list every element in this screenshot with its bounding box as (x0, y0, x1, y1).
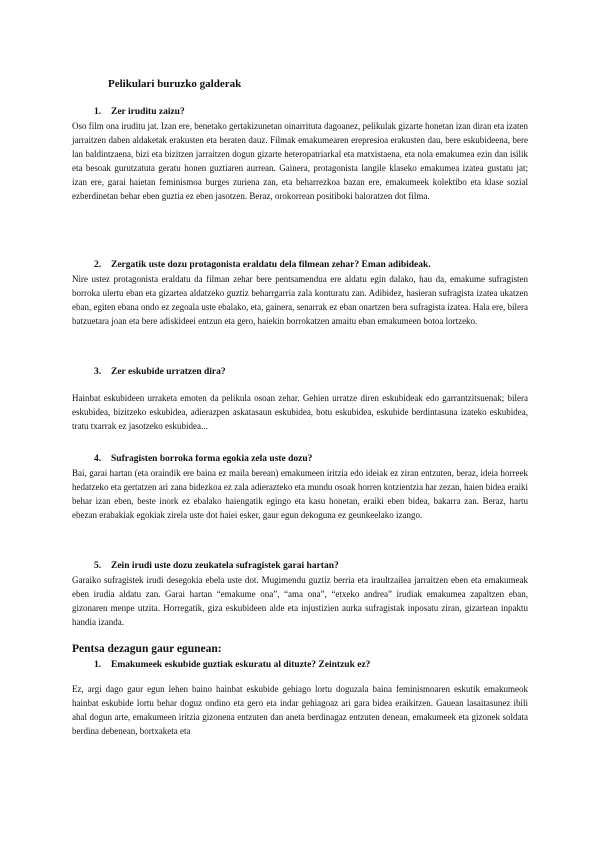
document-title: Pelikulari buruzko galderak (108, 78, 242, 90)
question-number: 1. (94, 660, 102, 670)
section2-question-1 (72, 659, 528, 739)
question-4 (72, 453, 528, 523)
question-answer: Garaiko sufragistek irudi desegokia ebela uste dot. Mugimendu guztiz berria eta iraultzailea jarraitzen eben eta emakumeak eben irudia aldatu zan. Garai hartan “emakume ona”, “ama ona”, “etxeko andrea” irudiak emakumea zapaltzen eban, gizonaren menpe utzita. Horregatik, giza eskubideen alde eta injustizien aurka sufragistak inposatu ziran, gizartean inpaktu handia izanda. (72, 575, 528, 627)
question-number: 1. (94, 107, 102, 117)
question-1 (72, 106, 528, 203)
question-number: 2. (94, 260, 102, 270)
question-3 (72, 366, 528, 434)
section-title: Pentsa dezagun gaur egunean: (72, 643, 222, 655)
question-5 (72, 560, 528, 630)
question-answer: Oso film ona iruditu jat. Izan ere, benetako gertakizunetan oinarrituta dagoanez, pelikulak gizarte honetan izan diran eta izaten jarraitzen daben aldaketak erakusten eta beraten dauz. Filmak emakumearen erepresioa erakusten dau, bere eskubideena, bere lan baldintzaena, bizi eta bizitzen jarraitzen dogun gizarte heteropatriarkal eta matxistaena, eta nola emakumea ezin dan isilik eta besoak gurutzatuta geratu honen guztiaren aurrean. Gainera, protagonista langile klaseko emakumea izatea gustatu jat; izan ere, garai haietan feminismoa burges zuriena zan, eta beharrezkoa bazan ere, emakumeek kolektibo eta klase sozial ezberdinetan behar eben guztia ez eben jasotzen. Beraz, orokorrean positiboki baloratzen dot filma. (72, 121, 528, 201)
question-number: 3. (94, 367, 102, 377)
question-heading: Zer eskubide urratzen dira? (111, 367, 226, 377)
question-heading: Zer iruditu zaizu? (111, 107, 185, 117)
question-answer: Bai, garai hartan (eta oraindik ere baina ez maila berean) emakumeen iritzia edo ideiak ez ziran entzuten, beraz, ideia horreek hedatzeko eta gertatzen ari zana bidezkoa ez zala adierazteko eta mundu osoak horren kotzientzia har zezan, haien bidea eraiki behar izan eben, beste inork ez ebalako haiengatik egingo eta kasu honetan, eraiki eben bidea, bakarra zan. Beraz, hartu ebezan erabakiak egokiak zirela uste dot haiei esker, gaur egun dekoguna ez geunkeelako izango. (72, 468, 528, 520)
question-answer: Ez, argi dago gaur egun lehen baino hainbat eskubide gehiago lortu doguzala baina feminismoaren eskutik emakumeok hainbat eskubide lortu behar doguz ondino eta gero eta indar gehiagoaz ari gara bidea eraikitzen. Gauean lasaitasunez ibili ahal dogun arte, emakumeen iritzia gizonena entzuten dan aneta berdinagaz entzuten denean, emakumeek eta gizonek soldata berdina debenean, bortxaketa eta (72, 684, 528, 736)
question-heading: Sufragisten borroka forma egokia zela uste dozu? (111, 454, 313, 464)
question-answer: Nire ustez protagonista eraldatu da filman zehar bere pentsamendua ere aldatu egin dalako, hau da, emakume sufragisten borroka ulertu eban eta gizartea aldatzeko guztiz beharrgarria zala konturatu zan. Adibidez, hasieran sufragista izatea ukatzen eban, egiten ebana ondo ez zegoala uste ebalako, eta, gainera, senarrak ez eban onartzen bera sufragista izatea. Hala ere, bilera batzuetara joan eta bere adiskideei entzun eta gero, haiekin borrokatzen amaitu eban emakumeen botoa lortzeko. (72, 274, 528, 326)
question-heading: Emakumeek eskubide guztiak eskuratu al dituzte? Zeintzuk ez? (111, 660, 371, 670)
question-number: 4. (94, 454, 102, 464)
question-heading: Zein irudi uste dozu zeukatela sufragistek garai hartan? (111, 561, 339, 571)
question-heading: Zergatik uste dozu protagonista eraldatu dela filmean zehar? Eman adibideak. (111, 260, 431, 270)
question-2 (72, 259, 528, 329)
question-answer: Hainbat eskubideen urraketa emoten da pelikula osoan zehar. Gehien urratze diren eskubideak edo garrantzitsuenak; bilera eskubidea, bizitzeko eskubidea, adierazpen askatasaun eskubidea, botu eskubidea, eskubide berdintasuna izateko eskubidea, tratu txarrak ez jasotzeko eskubidea... (72, 393, 528, 431)
question-number: 5. (94, 561, 102, 571)
